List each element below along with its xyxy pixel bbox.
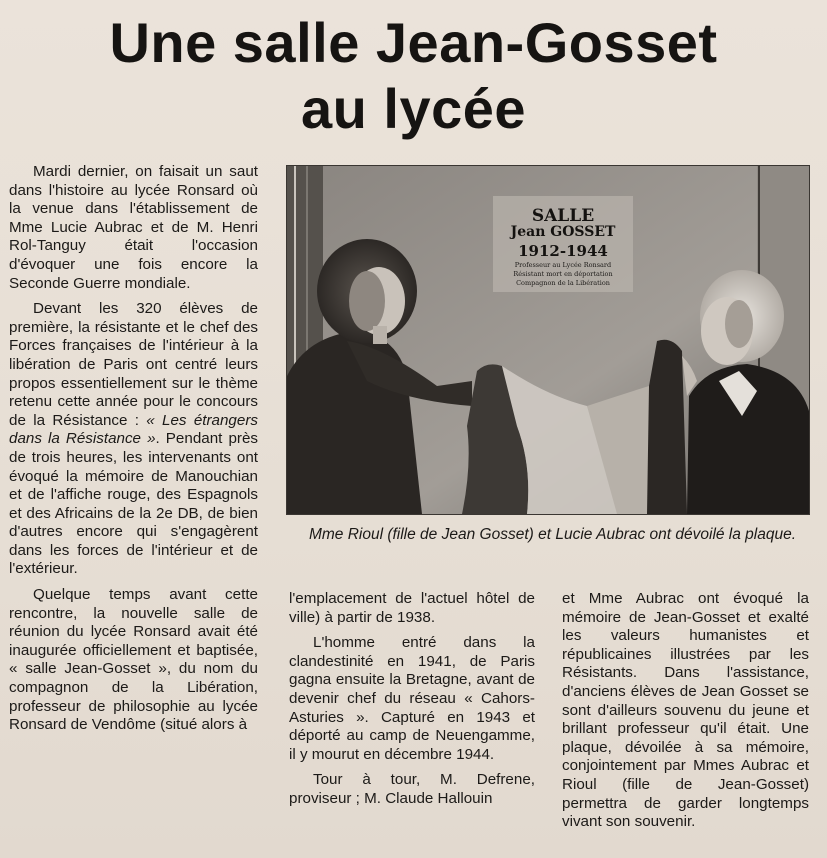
memorial-plaque [493, 196, 633, 292]
article-column-1 [9, 163, 258, 742]
article-headline [0, 10, 827, 142]
paragraph-6-continued: et Mme Aubrac ont évoqué la mémoire de Jean-Gosset et exalté les valeurs humanistes et républicaines illustrées par les Résistants. Dans l'assistance, d'anciens élèves de Jean Gosset se sont d'ailleurs souvenu du jeune et brillant professeur qu'il était. Une plaque, dévoilée à sa mémoire, conjointement par Mmes Aubrac et Rioul (fille de Jean-Gosset) permettra de garder longtemps vivant son souvenir. [562, 590, 809, 831]
paragraph-6-text: Tour à tour, M. Defrene, proviseur ; M. Claude Hallouin [289, 771, 535, 807]
article-column-3 [562, 590, 809, 839]
paragraph-4: l'emplacement de l'actuel hôtel de ville) à partir de 1938. [289, 590, 535, 626]
paragraph-3: Quelque temps avant cette rencontre, la nouvelle salle de réunion du lycée Ronsard avait été inaugurée officiellement et baptisée, « salle Jean-Gosset », du nom du compagnon de la Libération, professeur de philosophie au lycée Ronsard de Vendôme (situé alors à [9, 586, 258, 734]
paragraph-6 [289, 771, 535, 808]
paragraph-5: L'homme entré dans la clandestinité en 1941, de Paris gagna ensuite la Bretagne, avant de devenir chef du réseau « Cahors-Asturies ». Capturé en 1943 et déporté au camp de Neuengamme, il y mourut en décembre 1944. [289, 634, 535, 763]
plaque-line-1: SALLE [531, 206, 595, 226]
plaque-line-4: Professeur au Lycée Ronsard [514, 261, 612, 269]
plaque-line-6: Compagnon de la Libération [516, 279, 610, 287]
paragraph-2-cont: . Pendant près de trois heures, les intervenants ont évoqué la mémoire de Manouchian et de l'affiche rouge, des Espagnols et des Africains de la [9, 430, 258, 522]
paragraph-2-text: Devant les 320 élèves de première, la résistante et le chef des Forces françaises de l'intérieur à la libération de Paris ont centré leurs propos essentiellement sur le thème retenu cette année pour le concours de la Résistance : [9, 300, 258, 429]
paragraph-1: Mardi dernier, on faisait un saut dans l'histoire au lycée Ronsard où la venue dans l'établissement de Mme Lucie Aubrac et de M. Henri Rol-Tanguy était l'occasion d'évoquer une fois encore la Seconde Guerre mondiale. [9, 163, 258, 292]
photo-scene [287, 166, 809, 514]
paragraph-2-end: , de bien d'autres encore qui s'engagèrent dans les forces de l'intérieur et de l'extérieur. [9, 504, 258, 578]
paragraph-2 [9, 300, 258, 579]
photo-caption: Mme Rioul (fille de Jean Gosset) et Lucie Aubrac ont dévoilé la plaque. [308, 526, 797, 543]
plaque-line-2: Jean GOSSET [510, 224, 616, 240]
headline-line-2: au lycée [300, 77, 527, 140]
headline-line-1: Une salle Jean-Gosset [109, 11, 718, 74]
plaque-line-5: Résistant mort en déportation [513, 270, 613, 278]
plaque-line-3: 1912-1944 [518, 242, 608, 260]
contest-theme: « Les étrangers dans la Résistance » [9, 411, 258, 448]
article-photo [286, 165, 810, 515]
division-name: 2e DB [155, 504, 199, 522]
article-column-2 [289, 590, 535, 816]
